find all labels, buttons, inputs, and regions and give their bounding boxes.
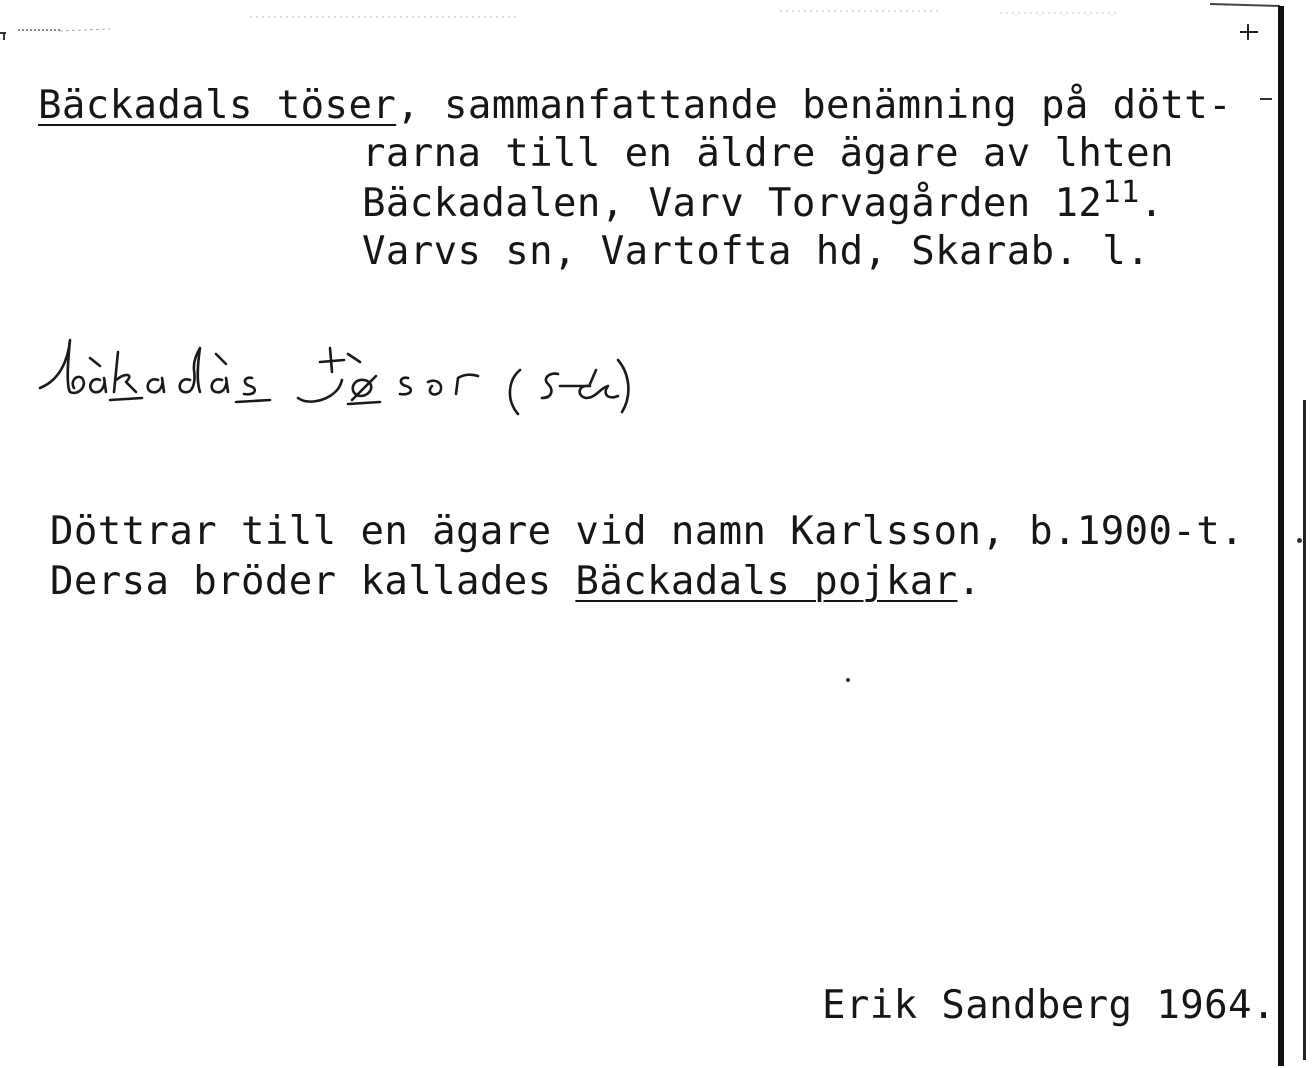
scan-speck [846, 678, 850, 682]
entry-line-3 [362, 175, 1164, 226]
scan-speck [1297, 538, 1302, 543]
related-term: Bäckadals pojkar [575, 559, 958, 604]
note-line-2-text: Dersa bröder kallades [50, 559, 576, 604]
handwritten-transcription [30, 330, 830, 425]
note-line-2-end: . [957, 559, 982, 604]
signature: Erik Sandberg 1964. [822, 983, 1276, 1028]
scan-speck [1260, 98, 1272, 100]
scan-edge-top [0, 0, 1312, 40]
definition-line-1: , sammanfattande benämning på dött- [396, 83, 1233, 128]
reference-superscript: 11 [1102, 175, 1140, 210]
definition-line-4: Varvs sn, Vartofta hd, Skarab. l. [362, 229, 1151, 274]
note-line-2 [50, 559, 982, 604]
note-line-1: Döttrar till en ägare vid namn Karlsson, b.1900-t. [50, 509, 1244, 554]
definition-line-3-end: . [1139, 181, 1164, 226]
scan-edge-right [1278, 6, 1284, 1066]
definition-line-2: rarna till en äldre ägare av lhten [362, 131, 1174, 176]
headword: Bäckadals töser [38, 83, 397, 128]
definition-line-3: Bäckadalen, Varv Torvagården 12 [362, 181, 1103, 226]
scan-edge-right-outer [1303, 400, 1306, 1060]
entry-line-1 [38, 83, 1233, 128]
